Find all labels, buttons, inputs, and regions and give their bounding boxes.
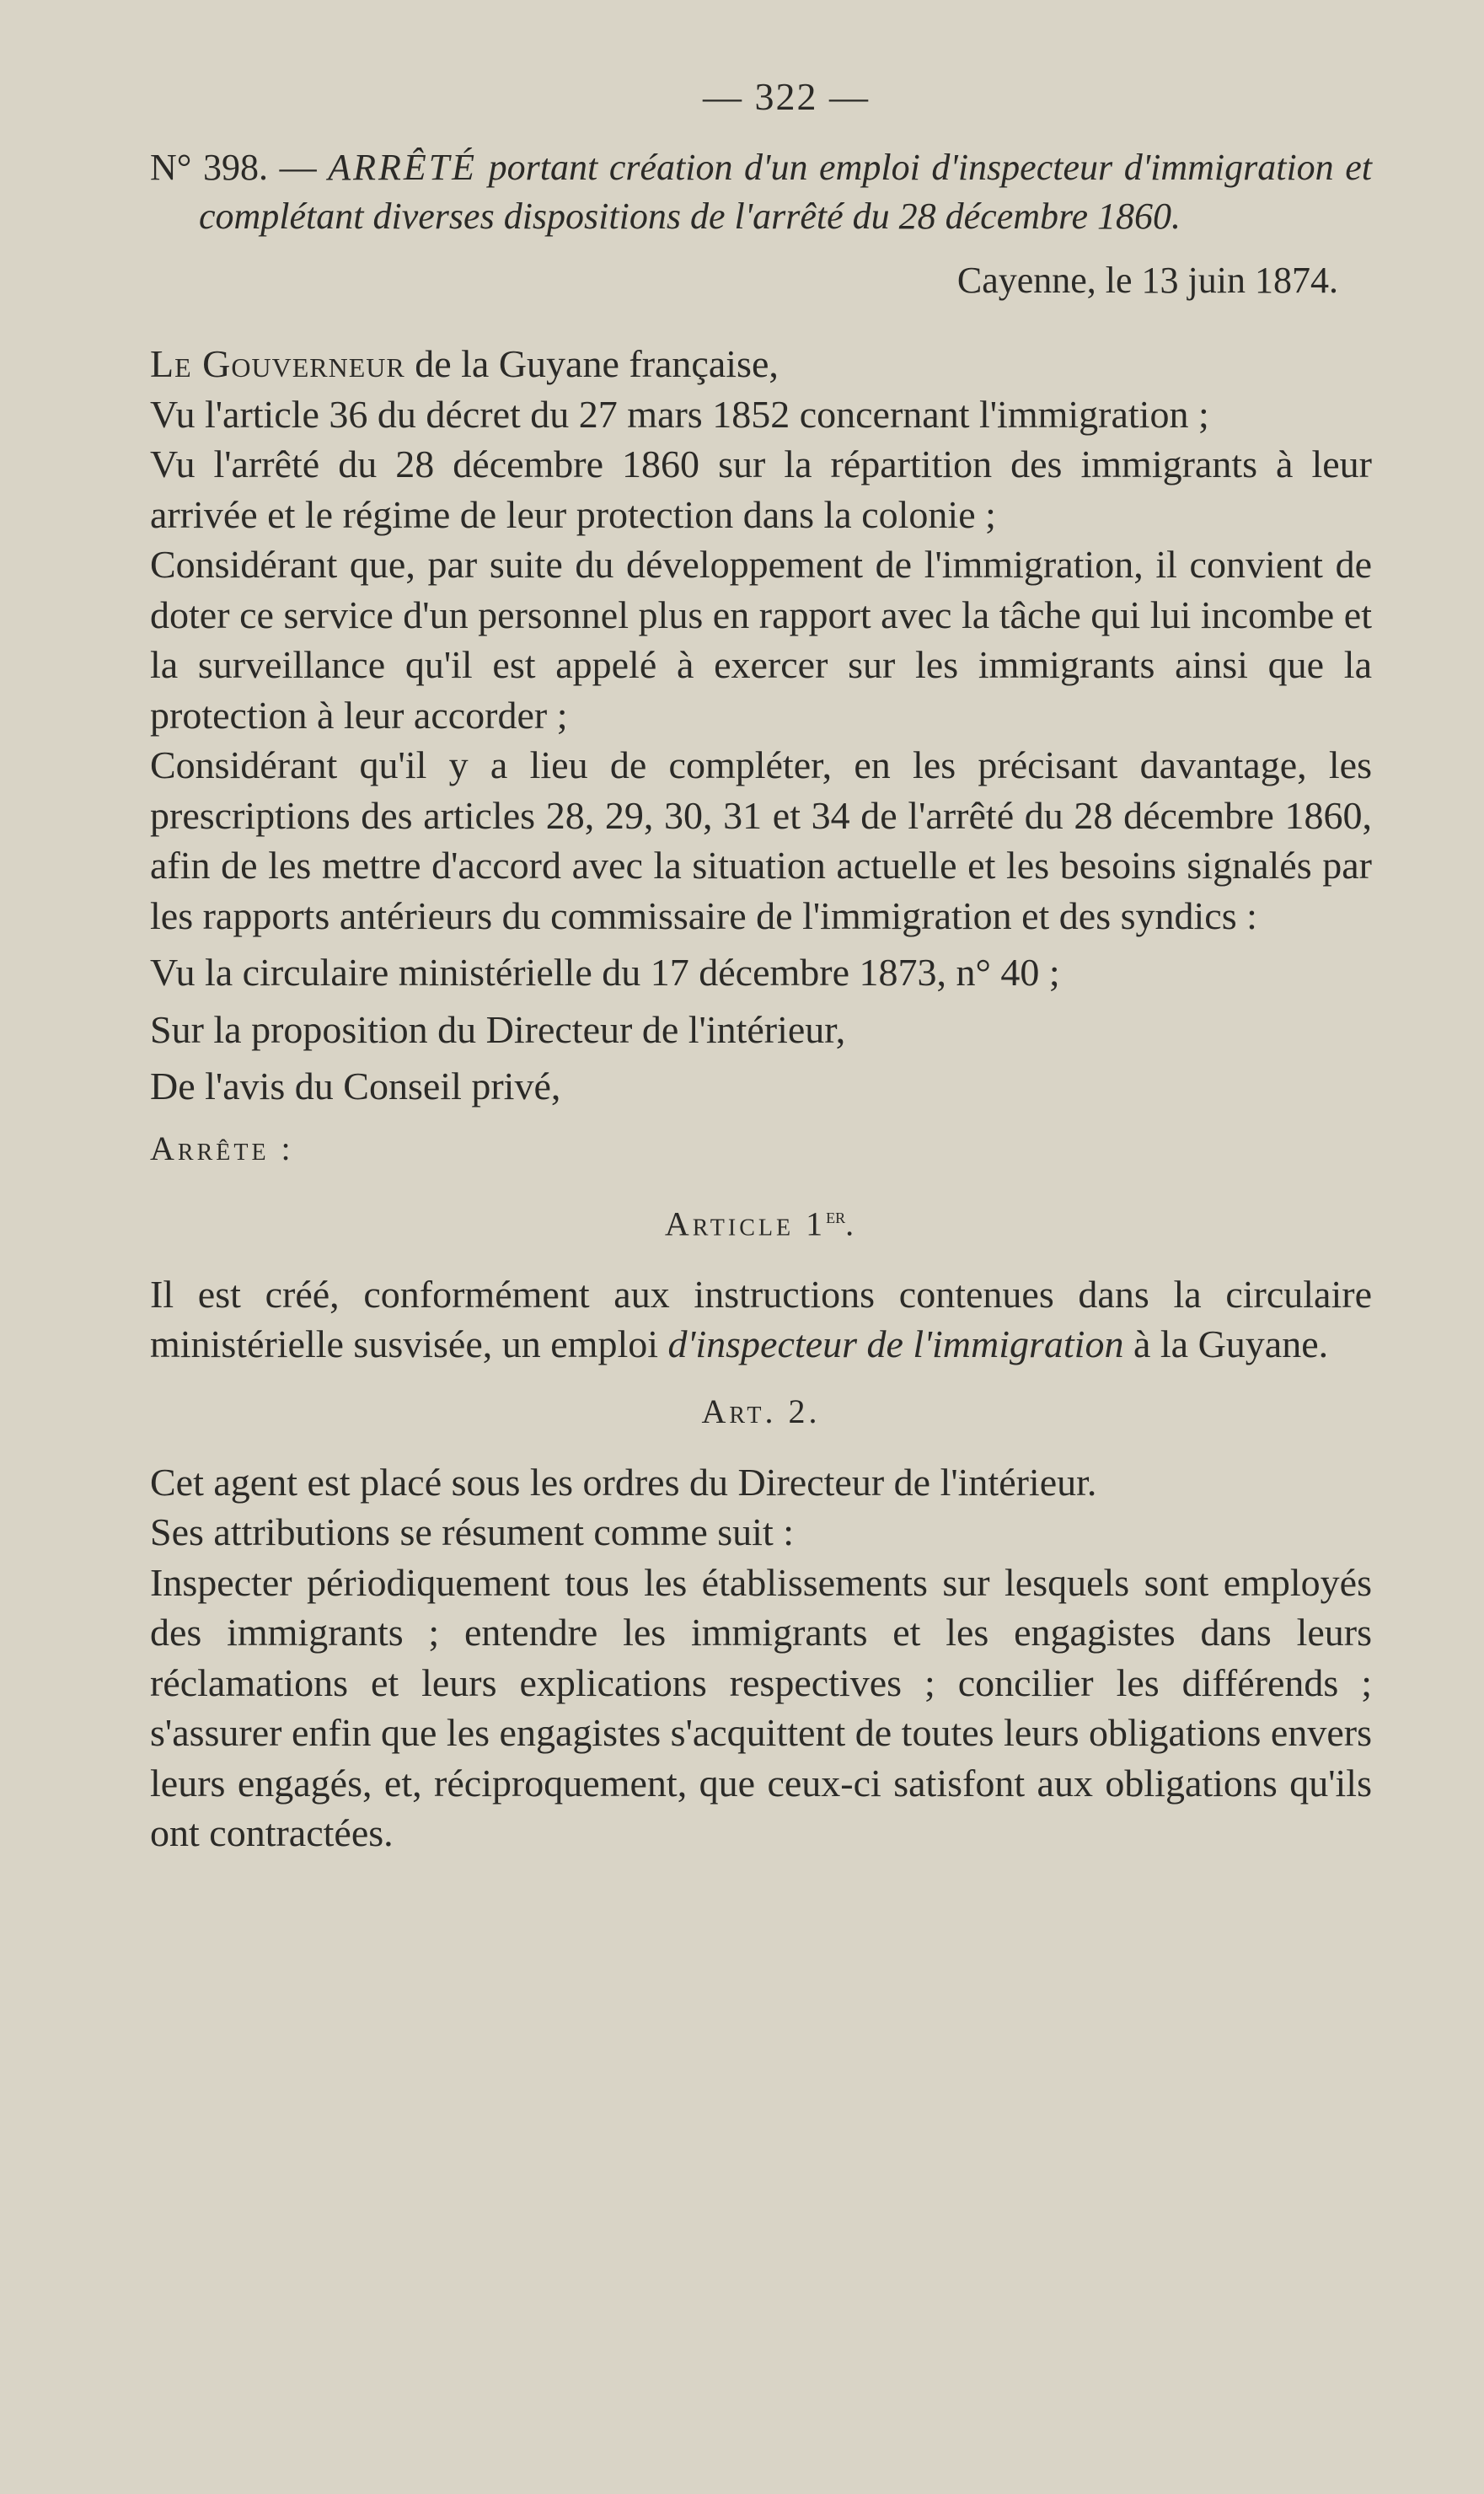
preamble (150, 339, 1372, 1174)
page-number: — 322 — (703, 75, 870, 118)
place-date: Cayenne, le 13 juin 1874. (956, 260, 1338, 301)
text-column (150, 67, 1372, 1858)
decree-number: N° 398. — (150, 147, 317, 188)
considerant-developpement: Considérant que, par suite du développement de l'immigration, il convient de doter ce service d'un personnel plus en rapport avec la tâche qui lui incombe et la surveillance qu'il est appelé à exercer sur les immigrants ainsi que la protection à leur accorder ; (150, 543, 1372, 737)
article-1-heading-suffix: . (845, 1204, 858, 1242)
article-1-heading-sup: er (826, 1203, 846, 1228)
article-1-text (150, 1269, 1372, 1370)
article-2-body (150, 1457, 1372, 1858)
decree-heading-word: ARRÊTÉ (328, 147, 478, 188)
arrete-label: Arrête : (150, 1129, 294, 1167)
article-2-heading: Art. 2. (701, 1392, 821, 1430)
vu-article-36: Vu l'article 36 du décret du 27 mars 1852 concernant l'immigration ; (150, 392, 1209, 436)
article-1-text-before: Il est créé, conformément aux instructions contenues dans la circulaire ministérielle susvisée, un emploi (150, 1272, 1372, 1366)
decree-title-text: portant création d'un emploi d'inspecteur d'immigration et complétant diverses dispositions de l'arrêté du 28 décembre 1860. (199, 147, 1373, 237)
article-1-text-after: à la Guyane. (1133, 1322, 1329, 1366)
article-2-p1: Cet agent est placé sous les ordres du Directeur de l'intérieur. (150, 1460, 1097, 1504)
opening-smallcaps: Le Gouverneur (150, 342, 405, 385)
article-1-heading (150, 1191, 1372, 1249)
avis-conseil: De l'avis du Conseil privé, (150, 1065, 561, 1108)
vu-arrete-1860: Vu l'arrêté du 28 décembre 1860 sur la répartition des immigrants à leur arrivée et le régime de leur protection dans la colonie ; (150, 442, 1372, 536)
article-2-p3: Inspecter périodiquement tous les établissements sur lesquels sont employés des immigrants ; entendre les immigrants et les engagistes dans leurs réclamations et leurs explications respectives ; concilier les différends ; s'assurer enfin que les engagistes s'acquittent de toutes leurs obligations envers leurs engagés, et, réciproquement, que ceux-ci satisfont aux obligations qu'ils ont contractées. (150, 1560, 1372, 1855)
opening-rest: de la Guyane française, (415, 342, 779, 385)
vu-circulaire: Vu la circulaire ministérielle du 17 décembre 1873, n° 40 ; (150, 951, 1060, 994)
considerant-completer: Considérant qu'il y a lieu de compléter, en les précisant davantage, les prescriptions des articles 28, 29, 30, 31 et 34 de l'arrêté du 28 décembre 1860, afin de les mettre d'accord avec la situation actuelle et les besoins signalés par les rapports antérieurs du commissaire de l'immigration et des syndics : (150, 743, 1372, 937)
article-1-heading-text: Article 1 (664, 1204, 827, 1242)
decree-title (150, 143, 1372, 241)
article-1-text-italic: d'inspecteur de l'immigration (667, 1322, 1124, 1366)
opening-line (150, 339, 1372, 389)
sur-proposition: Sur la proposition du Directeur de l'intérieur, (150, 1007, 846, 1051)
article-2-p2: Ses attributions se résument comme suit : (150, 1510, 795, 1554)
